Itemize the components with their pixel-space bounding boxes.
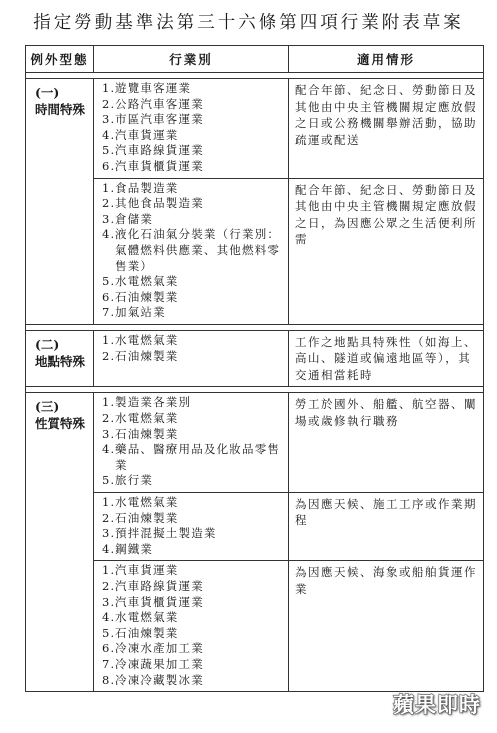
industry-list	[94, 393, 288, 492]
item-number: 1.	[102, 563, 116, 578]
item-number: 2.	[102, 348, 116, 363]
industry-item	[102, 112, 284, 128]
item-number: 5.	[102, 274, 116, 289]
item-number: 3.	[102, 426, 116, 441]
situation-cell: 為因應天候、施工工序或作業期程	[289, 492, 484, 560]
industry-item	[102, 427, 284, 443]
industry-name: 冷凍蔬果加工業	[115, 656, 204, 671]
item-number: 7.	[102, 305, 116, 320]
item-number: 8.	[102, 672, 116, 687]
header-exception-type: 例外型態	[26, 46, 94, 73]
industry-list	[94, 493, 288, 560]
industry-name: 汽車貨運業	[115, 563, 179, 578]
category-number: (二)	[35, 336, 60, 352]
industry-item	[102, 349, 284, 365]
industry-name: 液化石油氣分裝業（行業別：氣體燃料供應業、其他燃料零售業）	[115, 227, 281, 273]
industry-name: 水電燃氣業	[115, 274, 179, 289]
industry-item	[102, 473, 284, 489]
industry-item	[102, 673, 284, 689]
industry-item	[102, 626, 284, 642]
item-number: 6.	[102, 158, 116, 173]
industry-name: 汽車貨櫃貨運業	[115, 158, 204, 173]
item-number: 1.	[102, 180, 116, 195]
industry-item	[102, 610, 284, 626]
category-label: 性質特殊	[35, 416, 86, 432]
industry-item	[102, 526, 284, 542]
item-number: 2.	[102, 578, 116, 593]
industry-name: 公路汽車客運業	[115, 96, 204, 111]
item-number: 5.	[102, 473, 116, 488]
industry-item	[102, 305, 284, 321]
industry-item	[102, 212, 284, 228]
industry-item	[102, 657, 284, 673]
industry-name: 製造業各業別	[115, 395, 192, 410]
industry-name: 石油煉製業	[115, 625, 179, 640]
industry-item	[102, 395, 284, 411]
item-number: 1.	[102, 395, 116, 410]
item-number: 6.	[102, 289, 116, 304]
industry-cell	[94, 492, 289, 560]
industry-name: 石油煉製業	[115, 510, 179, 525]
industry-name: 水電燃氣業	[115, 494, 179, 509]
table-row	[26, 330, 484, 387]
industry-item	[102, 542, 284, 558]
industry-name: 水電燃氣業	[115, 610, 179, 625]
industry-name: 汽車貨櫃貨運業	[115, 594, 204, 609]
industry-item	[102, 579, 284, 595]
table-row	[26, 561, 484, 692]
industry-item	[102, 196, 284, 212]
item-number: 1.	[102, 332, 116, 347]
item-number: 4.	[102, 127, 116, 142]
industry-item	[102, 595, 284, 611]
industry-cell	[94, 178, 289, 324]
category-number: (一)	[35, 85, 60, 100]
industry-name: 市區汽車客運業	[115, 112, 204, 127]
apple-daily-logo: 蘋果即時	[393, 693, 481, 717]
industry-name: 水電燃氣業	[115, 332, 179, 347]
item-number: 5.	[102, 143, 116, 158]
situation-cell: 配合年節、紀念日、勞動節日及其他由中央主管機關規定應放假之日或公務機關舉辦活動，協助疏運或配送	[289, 79, 484, 179]
category-label: 時間特殊	[35, 102, 86, 117]
category-cell	[26, 393, 94, 692]
industry-name: 汽車路線貨運業	[115, 578, 204, 593]
industry-item	[102, 411, 284, 427]
industry-item	[102, 511, 284, 527]
item-number: 2.	[102, 196, 116, 211]
industry-name: 藥品、醫療用品及化妝品零售業	[115, 442, 281, 472]
industry-name: 石油煉製業	[115, 348, 179, 363]
category-cell	[26, 79, 94, 325]
item-number: 4.	[102, 442, 116, 457]
industry-name: 冷凍水產加工業	[115, 641, 204, 656]
table-row	[26, 393, 484, 493]
situation-cell: 勞工於國外、船艦、航空器、闡場或歲修執行職務	[289, 393, 484, 493]
industry-name: 汽車貨運業	[115, 127, 179, 142]
industry-name: 旅行業	[115, 473, 154, 488]
industry-item	[102, 128, 284, 144]
industry-list	[94, 331, 288, 367]
item-number: 2.	[102, 411, 116, 425]
header-situation: 適用情形	[289, 46, 484, 73]
item-number: 4.	[102, 610, 116, 625]
item-number: 1.	[102, 81, 116, 95]
industry-item	[102, 274, 284, 290]
industry-item	[102, 563, 284, 579]
header-industry: 行業別	[94, 46, 289, 73]
industry-item	[102, 159, 284, 175]
industry-name: 遊覽車客運業	[115, 81, 192, 95]
industry-item	[102, 442, 284, 473]
situation-cell: 為因應天候、海象或船舶貨運作業	[289, 561, 484, 692]
item-number: 3.	[102, 594, 116, 609]
industry-name: 鋼鐵業	[115, 541, 154, 556]
industry-name: 石油煉製業	[115, 289, 179, 304]
industry-item	[102, 641, 284, 657]
industry-name: 石油煉製業	[115, 426, 179, 441]
industry-name: 冷凍冷藏製冰業	[115, 672, 204, 687]
industry-name: 汽車路線貨運業	[115, 143, 204, 158]
industry-item	[102, 333, 284, 349]
category-label: 地點特殊	[35, 353, 86, 369]
table-body	[26, 73, 484, 692]
industry-list	[94, 561, 288, 691]
industry-name: 食品製造業	[115, 180, 179, 195]
table-row	[26, 178, 484, 324]
industry-cell	[94, 393, 289, 493]
industry-item	[102, 495, 284, 511]
item-number: 4.	[102, 227, 116, 242]
industry-table	[25, 45, 484, 692]
table-row	[26, 79, 484, 179]
industry-item	[102, 290, 284, 306]
industry-list	[94, 179, 288, 324]
item-number: 2.	[102, 510, 116, 525]
industry-name: 水電燃氣業	[115, 411, 179, 425]
item-number: 6.	[102, 641, 116, 656]
table-header-row	[26, 46, 484, 73]
industry-name: 預拌混擬土製造業	[115, 526, 217, 541]
industry-cell	[94, 330, 289, 387]
category-number: (三)	[35, 399, 60, 415]
category-cell	[26, 330, 94, 387]
industry-list	[94, 79, 288, 178]
industry-name: 加氣站業	[115, 305, 166, 320]
industry-item	[102, 181, 284, 197]
industry-cell	[94, 561, 289, 692]
table-row	[26, 492, 484, 560]
item-number: 2.	[102, 96, 116, 111]
industry-item	[102, 143, 284, 159]
industry-item	[102, 227, 284, 274]
industry-item	[102, 97, 284, 113]
document-title: 指定勞動基準法第三十六條第四項行業附表草案	[33, 13, 464, 33]
industry-item	[102, 81, 284, 97]
item-number: 3.	[102, 526, 116, 541]
industry-name: 倉儲業	[115, 211, 154, 226]
item-number: 4.	[102, 541, 116, 556]
industry-cell	[94, 79, 289, 179]
industry-name: 其他食品製造業	[115, 196, 204, 211]
item-number: 5.	[102, 625, 116, 640]
item-number: 3.	[102, 211, 116, 226]
situation-cell: 配合年節、紀念日、勞動節日及其他由中央主管機關規定應放假之日，為因應公眾之生活便利所需	[289, 178, 484, 324]
item-number: 7.	[102, 656, 116, 671]
item-number: 1.	[102, 494, 116, 509]
item-number: 3.	[102, 112, 116, 127]
situation-cell: 工作之地點具特殊性（如海上、高山、隧道或偏遠地區等），其交通相當耗時	[289, 330, 484, 387]
